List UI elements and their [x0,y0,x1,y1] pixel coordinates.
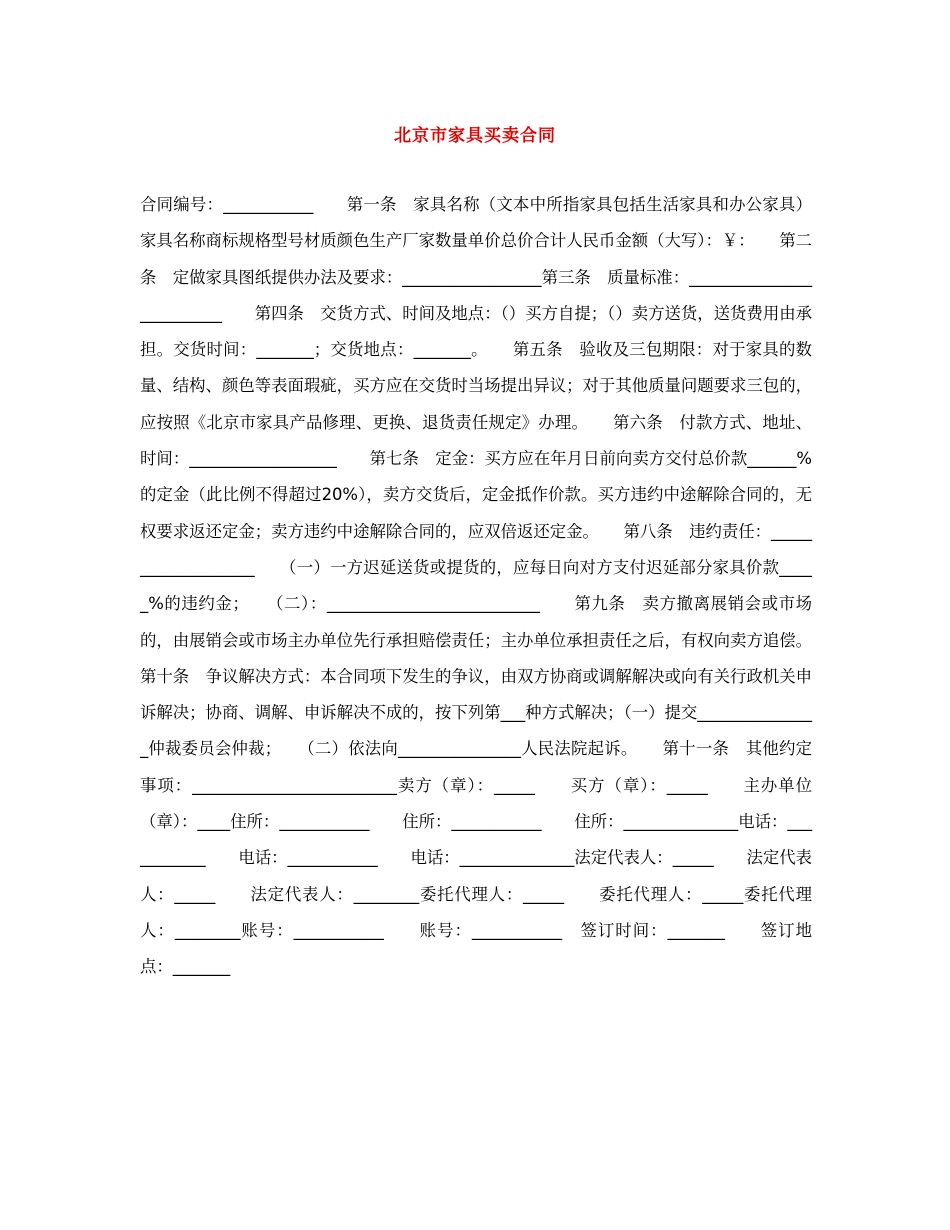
contract-body-text: 合同编号：___________ 第一条 家具名称（文本中所指家具包括生活家具和办公家具）家具名称商标规格型号材质颜色生产厂家数量单价总价合计人民币金额（大写）：￥： 第二条 定做家具图纸提供办法及要求：_________________第三条 质量标准：_________________________ 第四条 交货方式、时间及地点：（）买方自提；（）卖方送货，送货费用由承担。交货时间：_______；交货地点：_______。 第五条 验收及三包期限：对于家具的数量、结构、颜色等表面瑕疵，买方应在交货时当场提出异议；对于其他质量问题要求三包的，应按照《北京市家具产品修理、更换、退货责任规定》办理。 第六条 付款方式、地址、时间：__________________ 第七条 定金：买方应在年月日前向卖方交付总价款______%的定金（此比例不得超过20%），卖方交货后，定金抵作价款。买方违约中途解除合同的，无权要求返还定金；卖方违约中途解除合同的，应双倍返还定金。 第八条 违约责任：___________________ （一）一方迟延送货或提货的，应每日向对方支付迟延部分家具价款_____%的违约金； （二）：__________________________ 第九条 卖方撤离展销会或市场的，由展销会或市场主办单位先行承担赔偿责任；主办单位承担责任之后，有权向卖方追偿。第十条 争议解决方式：本合同项下发生的争议，由双方协商或调解解决或向有关行政机关申诉解决；协商、调解、申诉解决不成的，按下列第___种方式解决；（一）提交_______________仲裁委员会仲裁； （二）依法向_______________人民法院起诉。 第十一条 其他约定事项：_________________________卖方（章）：_____ 买方（章）：_____ 主办单位（章）：____住所：___________ 住所：___________ 住所：______________电话：___________ 电话：___________ 电话：______________法定代表人：_____ 法定代表人：_____ 法定代表人：________委托代理人：_____ 委托代理人：_____委托代理人：________账号：___________ 账号：___________ 签订时间：_______ 签订地点：_______ [140,195,813,977]
document-title: 北京市家具买卖合同 [394,126,556,146]
